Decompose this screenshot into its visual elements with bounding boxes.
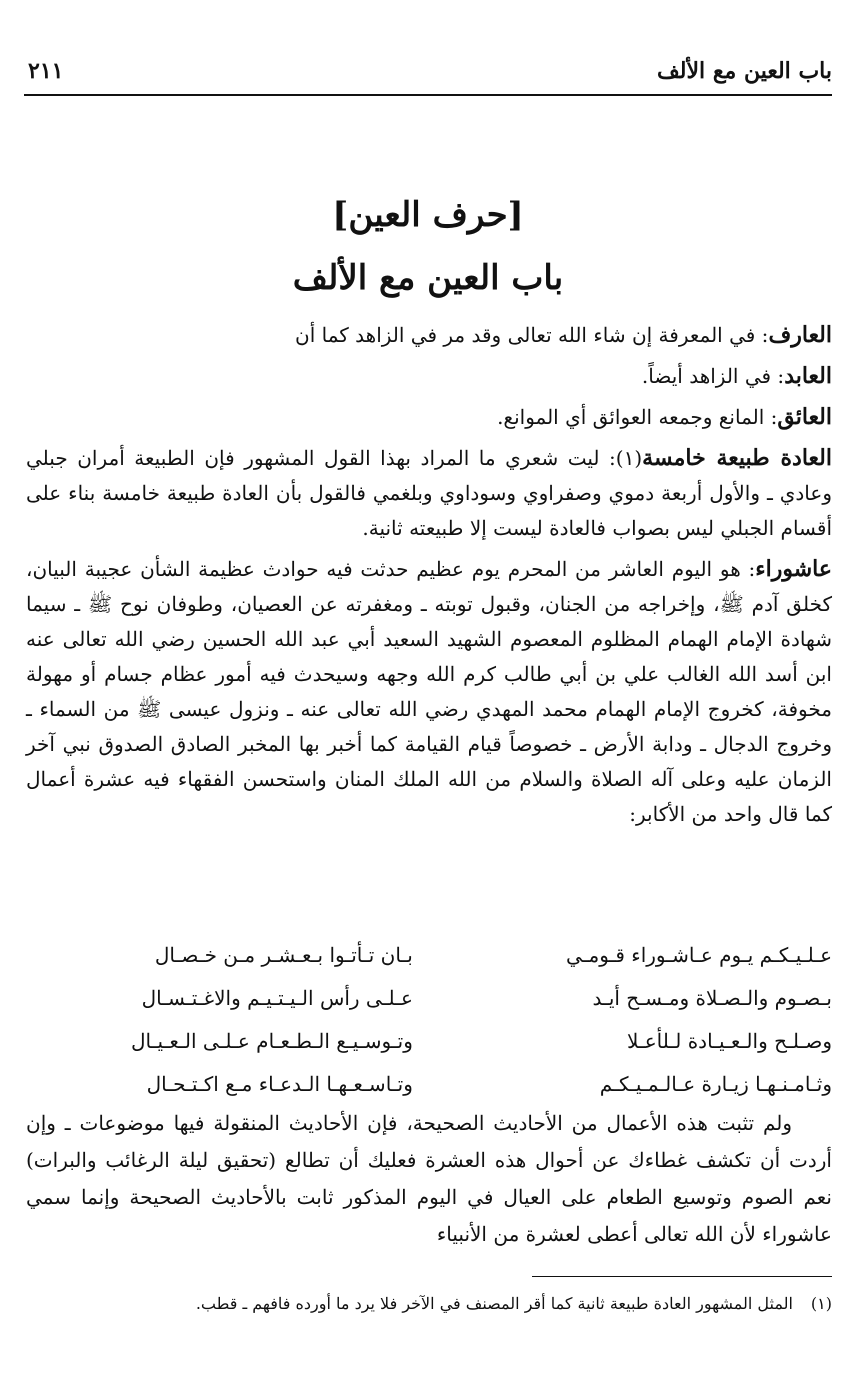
poem <box>26 934 832 1106</box>
entry <box>26 552 832 832</box>
entry-text: هو اليوم العاشر من المحرم يوم عظيم حدثت فيه حوادث عظيمة الشأن عجيبة البيان، كخلق آدم ﷺ، وإخراجه من الجنان، وقبول توبته ـ ومغفرته عن العصيان، وطوفان نوح ﷺ ـ سيما شهادة الإمام الهمام المظلوم المعصوم الشهيد السعيد أبي عبد الله الحسين رضي الله تعالى عنه ابن أسد الله الغالب علي بن أبي طالب كرم الله وجهه وسيحدث فيه أمور عظام جسام أو مهولة مخوفة، كخروج الإمام الهمام محمد المهدي رضي الله تعالى عنه ـ ونزول عيسى ﷺ من السماء ـ وخروج الدجال ـ ودابة الأرض ـ خصوصاً قيام القيامة كما أخبر بها المخبر الصادق الصدوق نبي آخر الزمان عليه وعلى آله الصلاة والسلام من الله الملك المنان واستحسن الفقهاء فيه عشرة أعمال كما قال واحد من الأكابر: <box>26 557 833 826</box>
poem-verse <box>26 1020 832 1063</box>
page-number: ٢١١ <box>28 58 64 84</box>
entry-term: عاشوراء <box>755 556 832 582</box>
chapter-title: باب العين مع الألف <box>292 258 564 298</box>
entry <box>26 441 832 546</box>
poem-second-hemistich: وتـوسـيـع الـطـعـام عـلـى الـعـيـال <box>130 1029 413 1053</box>
entry-separator: : <box>755 323 769 347</box>
closing-body <box>26 1105 832 1253</box>
poem-verse <box>26 1063 832 1106</box>
entry-term: العارف <box>768 322 832 348</box>
poem-first-hemistich: وصـلـح والـعـيـادة لـلأعـلا <box>626 1029 832 1053</box>
running-header <box>24 52 832 92</box>
entry-text: ليت شعري ما المراد بهذا القول المشهور فإن الطبيعة أمران جبلي وعادي ـ والأول أربعة دموي وصفراوي وسوداوي وبلغمي فالقول بأن العادة طبيعة خامسة بناء على أقسام الجبلي ليس بصواب فالعادة ليست إلا طبيعته ثانية. <box>26 446 832 540</box>
section-title: [حرف العين] <box>332 195 524 235</box>
footnote-text: المثل المشهور العادة طبيعة ثانية كما أقر المصنف في الآخر فلا يرد ما أورده فافهم ـ قطب. <box>195 1294 793 1313</box>
entry <box>26 359 832 394</box>
poem-first-hemistich: وثـامـنـهـا زيـارة عـالـمـيـكـم <box>599 1072 832 1096</box>
running-title: باب العين مع الألف <box>657 58 832 84</box>
entry-term: العادة طبيعة خامسة <box>642 445 832 471</box>
entry <box>26 400 832 435</box>
poem-first-hemistich: عـلـيـكـم يـوم عـاشـوراء قـومـي <box>565 943 832 967</box>
entry-separator: : <box>771 364 785 388</box>
closing-paragraph: ولم تثبت هذه الأعمال من الأحاديث الصحيحة، فإن الأحاديث المنقولة فيها موضوعات ـ وإن أردت أن تكشف غطاءك عن أحوال هذه العشرة فعليك أن تطالع (تحقيق ليلة الرغائب والبرات) نعم الصوم وتوسيع الطعام على العيال في اليوم المذكور ثابت بالأحاديث الصحيحة وإنما سمي عاشوراء لأن الله تعالى أعطى لعشرة من الأنبياء <box>26 1111 832 1246</box>
entries-body <box>26 318 832 838</box>
header-rule <box>24 94 832 96</box>
entry-text: المانع وجمعه العوائق أي الموانع. <box>497 405 765 429</box>
poem-second-hemistich: عـلـى رأس الـيـتـيـم والاغـتـسـال <box>141 986 413 1010</box>
poem-second-hemistich: بـان تـأتـوا بـعـشـر مـن خـصـال <box>154 943 413 967</box>
entry-text: في الزاهد أيضاً. <box>641 364 772 388</box>
entry-term: العائق <box>777 404 832 430</box>
footnote <box>26 1292 832 1316</box>
footnote-mark: (١) <box>810 1294 832 1313</box>
entry-term: العابد <box>784 363 832 389</box>
footnote-reference: (١): <box>599 446 643 470</box>
entry-text: في المعرفة إن شاء الله تعالى وقد مر في الزاهد كما أن <box>295 323 756 347</box>
entry-separator: : <box>740 557 756 581</box>
poem-verse <box>26 934 832 977</box>
poem-verse <box>26 977 832 1020</box>
poem-second-hemistich: وتـاسـعـهـا الـدعـاء مـع اكـتـحـال <box>146 1072 413 1096</box>
footnote-rule <box>532 1276 832 1277</box>
entry-separator: : <box>764 405 778 429</box>
poem-first-hemistich: بـصـوم والـصـلاة ومـسـح أيـد <box>592 986 832 1010</box>
entry <box>26 318 832 353</box>
